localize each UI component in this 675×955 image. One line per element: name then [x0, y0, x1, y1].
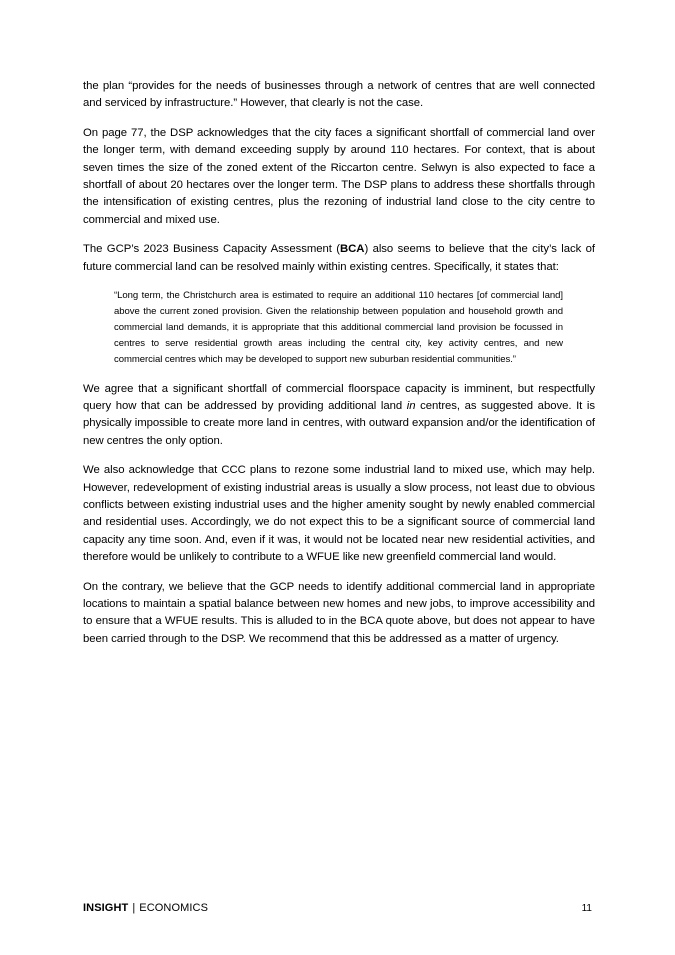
text-run: On page 77, the DSP acknowledges that the city faces a significant shortfall of commercial land over the longer term, with demand exceeding supply by around 110 hectares. For context, that is about seven times the size of the zoned extent of the Riccarton centre. Selwyn is also expected to face a shortfall of about 20 hectares over the longer term. The DSP plans to address these shortfalls through the intensification of existing centres, plus the rezoning of industrial land close to the city centre to commercial and mixed use.: [83, 126, 595, 226]
paragraph: [83, 241, 595, 276]
text-run: On the contrary, we believe that the GCP needs to identify additional commercial land in appropriate locations to maintain a spatial balance between new homes and new jobs, to improve accessibility and to ensure that a WFUE results. This is alluded to in the BCA quote above, but does not appear to have been carried through to the DSP. We recommend that this be addressed as a matter of urgency.: [83, 580, 595, 645]
text-run: “Long term, the Christchurch area is estimated to require an additional 110 hectares [of commercial land] above the current zoned provision. Given the relationship between population and household growth and commercial land demands, it is appropriate that this additional commercial land provision be focussed in centres to serve residential growth areas including the central city, key activity centres, and new commercial centres which may be developed to support new suburban residential communities.”: [114, 290, 563, 366]
paragraph: [83, 462, 595, 566]
footer-brand: [83, 901, 208, 915]
italic-term: in: [406, 399, 416, 412]
text-run: the plan “provides for the needs of businesses through a network of centres that are well connected and serviced by infrastructure.” However, that clearly is not the case.: [83, 80, 595, 110]
paragraph: [83, 579, 595, 649]
text-run: We also acknowledge that CCC plans to rezone some industrial land to mixed use, which may help. However, redevelopment of existing industrial areas is usually a slow process, not least due to obvious conflicts between existing industrial uses and the higher amenity sought by newly enabled commercial and residential uses. Accordingly, we do not expect this to be a significant source of commercial land capacity any time soon. And, even if it was, it would not be located near new residential activities, and therefore would be unlikely to contribute to a WFUE like new greenfield commercial land would.: [83, 464, 595, 564]
text-run: The GCP’s 2023 Business Capacity Assessment (: [83, 243, 340, 256]
footer-brand-secondary: ECONOMICS: [139, 902, 209, 914]
bold-term: BCA: [340, 243, 365, 256]
paragraph: [83, 78, 595, 113]
paragraph: [83, 381, 595, 451]
footer-brand-primary: INSIGHT: [83, 902, 129, 914]
text-run: ) also seems to believe that the city’s lack of future commercial land can be resolved mainly within existing centres. Specifically, it states that:: [83, 243, 596, 273]
page-number: 11: [581, 903, 592, 914]
footer-separator: |: [132, 902, 136, 914]
body-text: [83, 78, 595, 660]
paragraph: [83, 125, 595, 229]
block-quote: [114, 288, 563, 368]
text-run: centres, as suggested above. It is physically impossible to create more land in centres, with outward expansion and/or the identification of new centres the only option.: [83, 399, 595, 447]
text-run: We agree that a significant shortfall of commercial floorspace capacity is imminent, but respectfully query how that can be addressed by providing additional land: [83, 382, 595, 412]
